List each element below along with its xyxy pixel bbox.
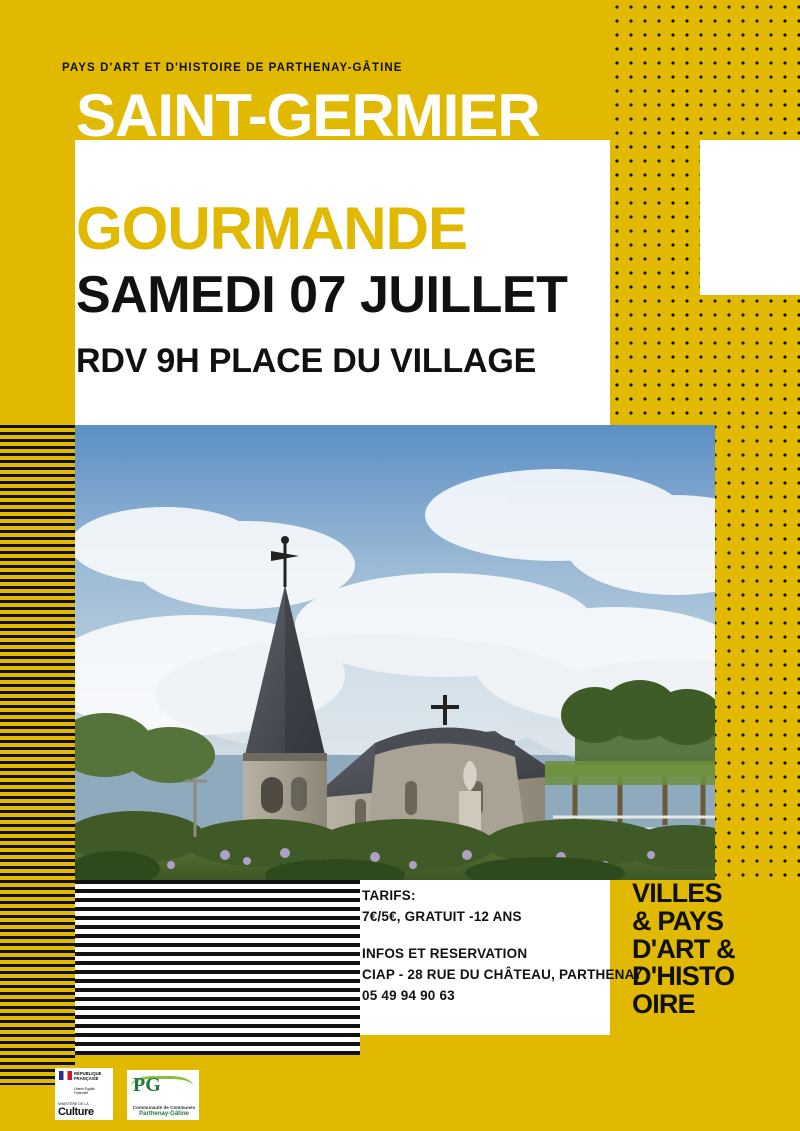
reservation-phone: 05 49 94 90 63 bbox=[362, 987, 455, 1003]
kicker-text: PAYS D'ART ET D'HISTOIRE DE PARTHENAY-GÂTINE bbox=[62, 62, 403, 74]
stripe-pattern-bottom-icon bbox=[75, 880, 360, 1055]
event-meeting-point: RDV 9H PLACE DU VILLAGE bbox=[76, 342, 537, 381]
event-date: SAMEDI 07 JUILLET bbox=[76, 266, 568, 325]
french-flag-icon bbox=[59, 1071, 72, 1080]
dot-pattern-top-icon bbox=[610, 0, 800, 140]
title-line-1: SAINT-GERMIER bbox=[76, 82, 540, 149]
white-notch-shape bbox=[700, 140, 800, 295]
stripe-pattern-left-icon bbox=[0, 425, 75, 1085]
partner-logos bbox=[55, 1068, 199, 1120]
vpah-line-4: D'HISTO bbox=[632, 961, 735, 992]
devise-label: Liberté Égalité Fraternité bbox=[74, 1087, 96, 1096]
vpah-line-3: D'ART & bbox=[632, 933, 735, 964]
pg-line-1: Communauté de Communes bbox=[132, 1105, 196, 1110]
ministere-label: MINISTÈRE DE LA bbox=[58, 1102, 89, 1106]
vpah-line-2: & PAYS bbox=[632, 905, 724, 936]
vpah-line-5: OIRE bbox=[632, 989, 695, 1019]
reservation-address: CIAP - 28 RUE DU CHÂTEAU, PARTHENAY bbox=[362, 966, 643, 982]
pg-line-2: Parthenay-Gâtine bbox=[139, 1111, 189, 1117]
vpah-line-1: VILLES bbox=[632, 880, 722, 908]
info-spacer bbox=[362, 928, 643, 944]
ministry-culture-logo bbox=[55, 1068, 113, 1120]
culture-label: Culture bbox=[58, 1106, 94, 1118]
tarifs-label: TARIFS: bbox=[362, 888, 416, 903]
parthenay-gatine-logo bbox=[127, 1070, 199, 1120]
republic-label: RÉPUBLIQUE FRANÇAISE bbox=[74, 1071, 102, 1082]
info-block bbox=[362, 886, 643, 1007]
pg-initials: PG bbox=[133, 1074, 161, 1096]
tarifs-value: 7€/5€, GRATUIT -12 ANS bbox=[362, 908, 522, 924]
title-line-3: GOURMANDE bbox=[76, 194, 467, 262]
church-photo bbox=[75, 425, 715, 880]
title-line-2: MARCHE bbox=[76, 138, 334, 206]
vpah-logo bbox=[632, 880, 762, 1019]
reservation-label: INFOS ET RESERVATION bbox=[362, 945, 528, 961]
title-block bbox=[76, 82, 616, 381]
